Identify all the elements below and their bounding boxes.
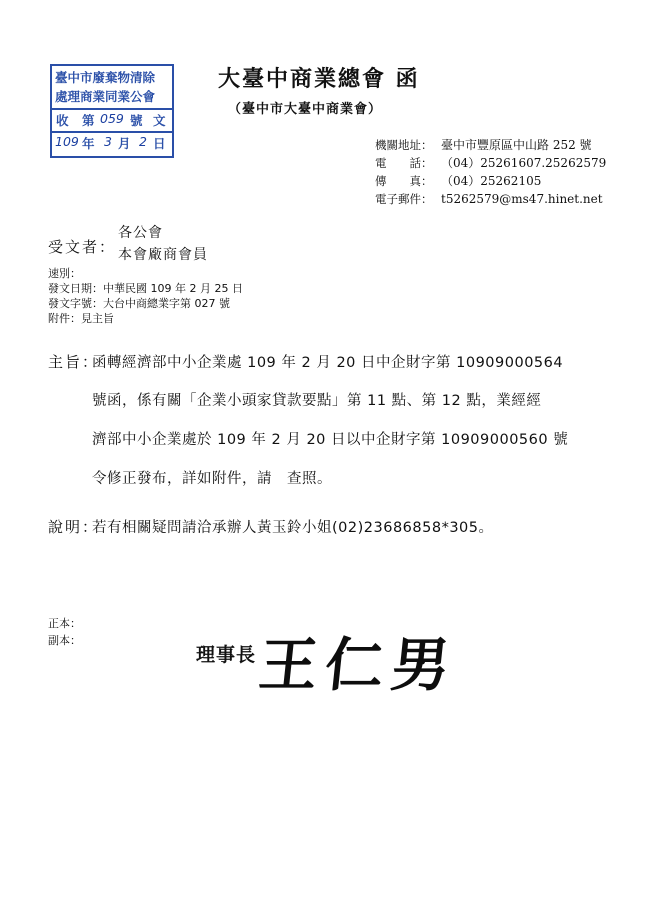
subject-line: 號函，係有關「企業小頭家貸款要點」第 11 點、第 12 點，業經經	[92, 393, 542, 409]
subject-line: 令修正發布，詳如附件，請 查照。	[92, 471, 332, 487]
stamp-org-line2: 處理商業同業公會	[55, 89, 156, 104]
document-title: 大臺中商業總會 函	[218, 67, 420, 92]
stamp-date-day: 2	[139, 134, 147, 149]
contact-address: 機關地址： 臺中市豐原區中山路 252 號	[375, 138, 592, 152]
contact-email: 電子郵件： t5262579@ms47.hinet.net	[375, 192, 603, 206]
meta-date: 發文日期：中華民國 109 年 2 月 25 日	[48, 282, 243, 295]
subject-label: 主旨：	[48, 353, 100, 371]
document-subtitle: （臺中市大臺中商業會）	[228, 102, 383, 117]
stamp-receipt-number: 059	[100, 111, 124, 126]
stamp-receipt-row: 收 第 059 號 文	[56, 111, 166, 128]
original-recipients-label: 正本：	[48, 617, 81, 630]
copy-recipients-label: 副本：	[48, 634, 81, 647]
receipt-stamp: 臺中市廢棄物清除 處理商業同業公會 收 第 059 號 文 109 年 3 月 2 日	[50, 64, 174, 158]
meta-attachment: 附件：見主旨	[48, 312, 114, 325]
recipient-item: 本會廠商會員	[118, 247, 208, 263]
explanation-label: 說明：	[48, 518, 100, 536]
stamp-org-line1: 臺中市廢棄物清除	[55, 70, 156, 85]
subject-line: 函轉經濟部中小企業處 109 年 2 月 20 日中企財字第 10909000564	[92, 355, 564, 371]
contact-phone: 電 話： （04）25261607.25262579	[375, 156, 607, 170]
recipients-label: 受文者：	[48, 238, 117, 256]
signature-name: 王仁男	[255, 631, 462, 699]
subject-line: 濟部中小企業處於 109 年 2 月 20 日以中企財字第 10909000560 號	[92, 432, 569, 448]
meta-doc-number: 發文字號：大台中商總業字第 027 號	[48, 297, 230, 310]
stamp-date-month: 3	[104, 134, 112, 149]
recipient-item: 各公會	[118, 225, 163, 241]
stamp-date-year: 109	[55, 134, 79, 149]
explanation-text: 若有相關疑問請洽承辦人黃玉鈴小姐(02)23686858*305。	[92, 520, 494, 536]
contact-fax: 傳 真： （04）25262105	[375, 174, 542, 188]
signature-title: 理事長	[196, 644, 257, 666]
meta-speed: 速別：	[48, 267, 81, 280]
